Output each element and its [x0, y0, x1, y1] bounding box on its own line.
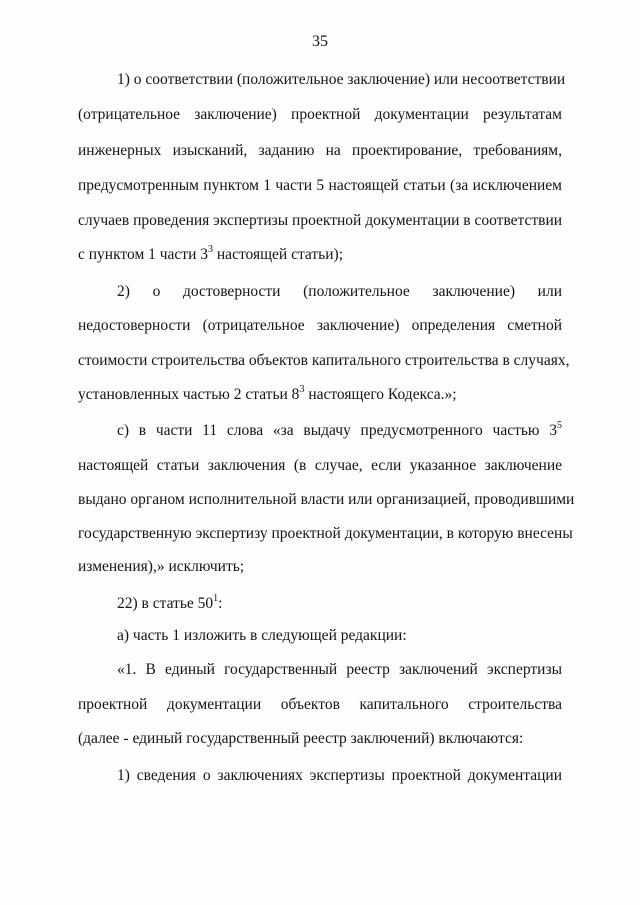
- text-line: «1. В единый государственный реестр заключений экспертизы: [117, 661, 562, 678]
- page-number: 35: [312, 33, 328, 50]
- text-span: с пунктом 1 части 3: [78, 246, 209, 263]
- text-line: (отрицательное заключение) проектной документации результатам: [78, 106, 562, 123]
- text-span: 22) в статье 50: [117, 595, 214, 612]
- text-line: проектной документации объектов капитального строительства: [78, 696, 562, 713]
- text-line: [117, 594, 562, 614]
- text-line: государственную экспертизу проектной документации, в которую внесены: [78, 525, 573, 542]
- text-span: :: [218, 595, 223, 612]
- superscript: 3: [299, 383, 305, 395]
- text-line: предусмотренным пунктом 1 части 5 настоящей статьи (за исключением: [78, 177, 562, 194]
- text-span: настоящего Кодекса.»;: [304, 386, 457, 403]
- text-line: 2) о достоверности (положительное заключение) или: [117, 283, 562, 300]
- text-line: случаев проведения экспертизы проектной документации в соответствии: [78, 212, 563, 229]
- text-line: (далее - единый государственный реестр заключений) включаются:: [78, 730, 524, 747]
- text-line: 1) о соответствии (положительное заключение) или несоответствии: [117, 71, 566, 88]
- text-line: настоящей статьи заключения (в случае, если указанное заключение: [78, 457, 562, 474]
- text-line: выдано органом исполнительной власти или организацией, проводившими: [78, 491, 575, 508]
- text-line: а) часть 1 изложить в следующей редакции:: [117, 627, 407, 644]
- text-line: [78, 245, 562, 265]
- text-line: изменения),» исключить;: [78, 558, 245, 575]
- text-line: стоимости строительства объектов капитального строительства в случаях,: [78, 352, 570, 369]
- text-line: инженерных изысканий, заданию на проектирование, требованиям,: [78, 142, 562, 159]
- text-line: недостоверности (отрицательное заключение) определения сметной: [78, 317, 562, 334]
- text-line: [117, 421, 562, 441]
- superscript: 1: [213, 592, 219, 604]
- text-line: [78, 385, 562, 405]
- text-line: 1) сведения о заключениях экспертизы проектной документации: [117, 767, 562, 784]
- superscript: 5: [557, 419, 562, 431]
- text-span: настоящей статьи);: [213, 246, 344, 263]
- text-span: установленных частью 2 статьи 8: [78, 386, 300, 403]
- superscript: 3: [208, 243, 214, 255]
- text-span: с) в части 11 слова «за выдачу предусмотренного частью 3: [117, 422, 557, 439]
